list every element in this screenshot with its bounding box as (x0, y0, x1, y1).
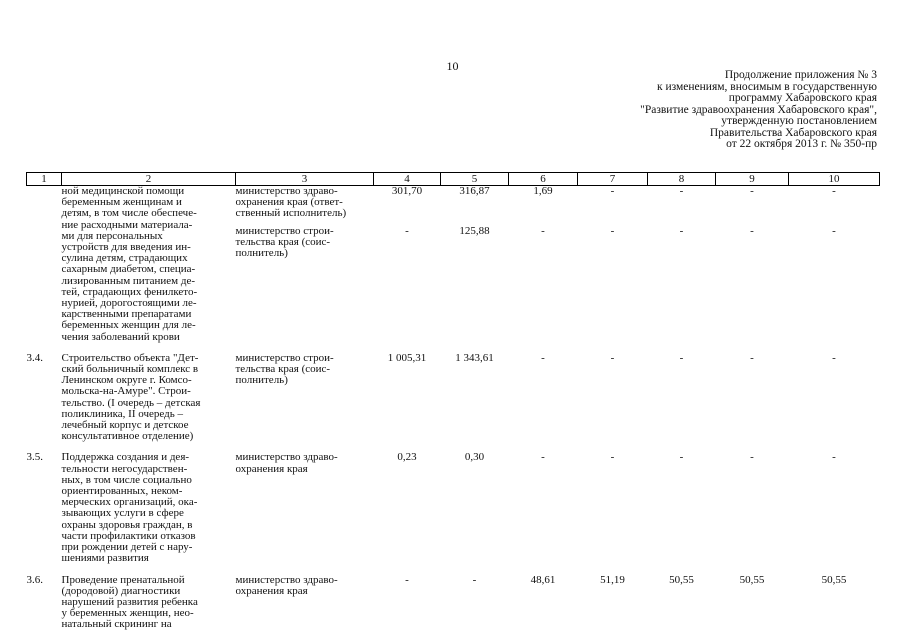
description-line: устройств для введения ин- (61, 241, 191, 254)
value-block (789, 226, 880, 260)
column-header: 2 (62, 173, 236, 186)
value: - (541, 351, 545, 364)
description-line: шениями развития (61, 552, 149, 565)
value-block (441, 226, 509, 260)
executor-line: полнитель) (235, 374, 288, 387)
value: 316,87 (459, 185, 490, 197)
value-block (648, 353, 716, 387)
value: - (541, 224, 545, 237)
value-cell (648, 186, 716, 343)
value-cell (789, 186, 880, 343)
value: - (750, 224, 754, 237)
measure-description (62, 575, 236, 631)
value-cell (374, 186, 441, 343)
column-header: 10 (789, 173, 880, 186)
column-header: 4 (374, 173, 441, 186)
value: - (750, 451, 754, 464)
value: 1 343,61 (455, 351, 494, 364)
header-line: утвержденную постановлением (721, 115, 877, 127)
value-cell (789, 353, 880, 443)
executor-line: министерство строи- (235, 351, 334, 364)
column-header: 5 (441, 173, 509, 186)
value: 51,19 (600, 573, 625, 586)
value: 125,88 (459, 224, 490, 237)
executor-line: министерство здраво- (235, 185, 338, 197)
value-block (509, 186, 578, 220)
description-line: ский больничный комплекс в (61, 363, 199, 376)
description-line: ных, в том числе социально (61, 473, 192, 486)
program-table (26, 172, 880, 631)
value: - (610, 185, 615, 197)
value-block (374, 575, 441, 597)
executor-block (236, 186, 374, 220)
value-cell (578, 575, 648, 631)
description-line: нурией, дорогостоящими ле- (61, 297, 197, 310)
executor-line: тельства края (соис- (235, 235, 331, 248)
executor-block (236, 452, 374, 474)
value-cell (716, 353, 789, 443)
table-header-row (27, 173, 880, 186)
column-header: 1 (27, 173, 62, 186)
value-block (374, 452, 441, 474)
executor-line: тельства края (соис- (235, 363, 331, 376)
value-cell (509, 452, 578, 564)
description-line: ориентированных, неком- (61, 485, 183, 498)
value-cell (441, 452, 509, 564)
description-line: карственными препаратами (61, 308, 192, 321)
value: - (832, 185, 836, 197)
value: - (679, 185, 684, 197)
value: 50,55 (821, 573, 847, 586)
description-line: Ленинском округе г. Комсо- (61, 374, 192, 387)
value: - (832, 224, 836, 237)
value: - (405, 224, 409, 237)
description-line: при рождении детей с нару- (61, 541, 193, 554)
value-block (648, 575, 716, 597)
value: 50,55 (669, 573, 694, 586)
value-block (789, 353, 880, 387)
description-line: мольска-на-Амуре". Строи- (61, 385, 191, 398)
value-block (716, 186, 789, 220)
description-line: консультативное отделение) (61, 430, 194, 443)
value: 0,23 (397, 451, 417, 464)
value-block (578, 353, 648, 387)
value: - (679, 224, 684, 237)
value: 301,70 (391, 185, 423, 197)
description-line: у беременных женщин, нео- (61, 607, 194, 620)
executor-line: министерство здраво- (235, 451, 338, 464)
description-line: лечебный корпус и детское (61, 419, 189, 432)
value-block (789, 575, 880, 597)
value: - (832, 351, 836, 364)
value-cell (578, 452, 648, 564)
description-line: мерческих организаций, ока- (61, 496, 198, 509)
description-line: натальный скрининг на (61, 618, 172, 631)
value: - (679, 351, 684, 364)
executor-line: полнитель) (235, 247, 288, 260)
value-cell (374, 353, 441, 443)
value-cell (374, 452, 441, 564)
value-cell (789, 452, 880, 564)
value-cell (648, 452, 716, 564)
value-block (716, 575, 789, 597)
value-cell (648, 575, 716, 631)
row-number: 3.4. (26, 351, 43, 364)
value: - (610, 351, 615, 364)
value-block (441, 452, 509, 474)
column-header: 3 (236, 173, 374, 186)
executor-block (236, 575, 374, 597)
value-block (374, 186, 441, 220)
table-row (27, 186, 880, 343)
executor-block (236, 226, 374, 260)
description-line: тельство. (I очередь – детская (61, 396, 201, 409)
description-line: Строительство объекта "Дет- (61, 351, 199, 364)
value-cell (716, 186, 789, 343)
value: - (750, 351, 754, 364)
value-block (648, 452, 716, 474)
executor-line: охранения края (ответ- (235, 196, 343, 209)
value-block (509, 452, 578, 474)
description-line: сулина детям, страдающих (61, 252, 188, 265)
value: - (610, 451, 615, 464)
description-line: беременным женщинам и (61, 196, 182, 209)
measure-description (62, 353, 236, 443)
header-line: Продолжение приложения № 3 (724, 69, 877, 81)
value-cell (374, 575, 441, 631)
header-line: к изменениям, вносимым в государственную (657, 80, 877, 93)
executor-line: ственный исполнитель) (235, 207, 347, 220)
value: 0,30 (464, 451, 485, 464)
value-cell (509, 575, 578, 631)
value-block (648, 186, 716, 220)
description-line: чения заболеваний крови (61, 330, 180, 343)
value-block (509, 226, 578, 260)
value-cell (509, 186, 578, 343)
value-block (441, 575, 509, 597)
executor-line: охранения края (235, 462, 308, 475)
value: - (541, 451, 545, 464)
value-block (578, 226, 648, 260)
appendix-header (640, 70, 877, 151)
table-row (27, 575, 880, 631)
value-block (716, 353, 789, 387)
executor-line: охранения края (235, 584, 308, 597)
description-line: тей, страдающих фенилкето- (61, 285, 198, 298)
value-block (716, 452, 789, 474)
column-header: 6 (509, 173, 578, 186)
page-number: 10 (446, 59, 459, 73)
value-block (648, 226, 716, 260)
value-block (789, 186, 880, 220)
description-line: поликлиника, II очередь – (61, 407, 183, 420)
description-line: ной медицинской помощи (61, 185, 185, 197)
measure-description (62, 452, 236, 564)
executor-cell (236, 452, 374, 564)
value: - (679, 451, 684, 464)
description-line: ние расходными материала- (61, 218, 193, 231)
value-cell (716, 575, 789, 631)
value-cell (441, 186, 509, 343)
description-line: охраны здоровья граждан, в (61, 518, 193, 531)
executor-block (236, 353, 374, 387)
row-number: 3.6. (26, 573, 43, 586)
value-cell (509, 353, 578, 443)
measure-description (62, 186, 236, 343)
value: - (832, 451, 836, 464)
value-cell (648, 353, 716, 443)
description-line: лизированным питанием де- (61, 274, 196, 287)
executor-cell (236, 353, 374, 443)
table-row (27, 452, 880, 564)
header-line: Правительства Хабаровского края (709, 126, 877, 139)
value: 1 005,31 (387, 351, 427, 364)
description-line: Поддержка создания и дея- (61, 451, 190, 464)
value-block (509, 575, 578, 597)
row-number: 3.5. (26, 451, 43, 464)
value-block (374, 226, 441, 260)
value-cell (441, 353, 509, 443)
header-line: от 22 октября 2013 г. № 350-пр (726, 138, 877, 150)
value-block (789, 452, 880, 474)
value-cell (578, 186, 648, 343)
description-line: тельности негосударствен- (61, 462, 188, 475)
value: - (610, 224, 615, 237)
description-line: Проведение пренатальной (61, 573, 185, 586)
value-block (374, 353, 441, 387)
value: 50,55 (739, 573, 765, 586)
column-header: 8 (648, 173, 716, 186)
value-block (716, 226, 789, 260)
header-line: программу Хабаровского края (728, 92, 877, 104)
table-row (27, 353, 880, 443)
executor-cell (236, 186, 374, 343)
description-line: сахарным диабетом, специа- (61, 263, 196, 276)
description-line: детям, в том числе обеспече- (61, 207, 197, 220)
row-number (27, 186, 62, 343)
executor-line: министерство строи- (235, 224, 334, 237)
description-line: (дородовой) диагностики (61, 584, 181, 597)
value-cell (578, 353, 648, 443)
description-line: беременных женщин для ле- (61, 319, 196, 332)
value: - (405, 573, 409, 586)
header-line: "Развитие здравоохранения Хабаровского края", (640, 103, 877, 116)
description-line: нарушений развития ребенка (61, 595, 198, 608)
value: - (750, 185, 754, 197)
value: - (472, 573, 477, 586)
description-line: части профилактики отказов (61, 529, 196, 542)
value-block (441, 186, 509, 220)
column-header: 7 (578, 173, 648, 186)
value-block (578, 575, 648, 597)
value: 1,69 (533, 185, 553, 197)
description-line: ми для персональных (61, 229, 163, 242)
value-block (509, 353, 578, 387)
value-cell (716, 452, 789, 564)
description-line: зывающих услуги в сфере (61, 507, 184, 520)
value-block (441, 353, 509, 387)
value-block (578, 452, 648, 474)
value-cell (441, 575, 509, 631)
executor-line: министерство здраво- (235, 573, 338, 586)
value-cell (789, 575, 880, 631)
value-block (578, 186, 648, 220)
column-header: 9 (716, 173, 789, 186)
value: 48,61 (530, 573, 556, 586)
executor-cell (236, 575, 374, 631)
